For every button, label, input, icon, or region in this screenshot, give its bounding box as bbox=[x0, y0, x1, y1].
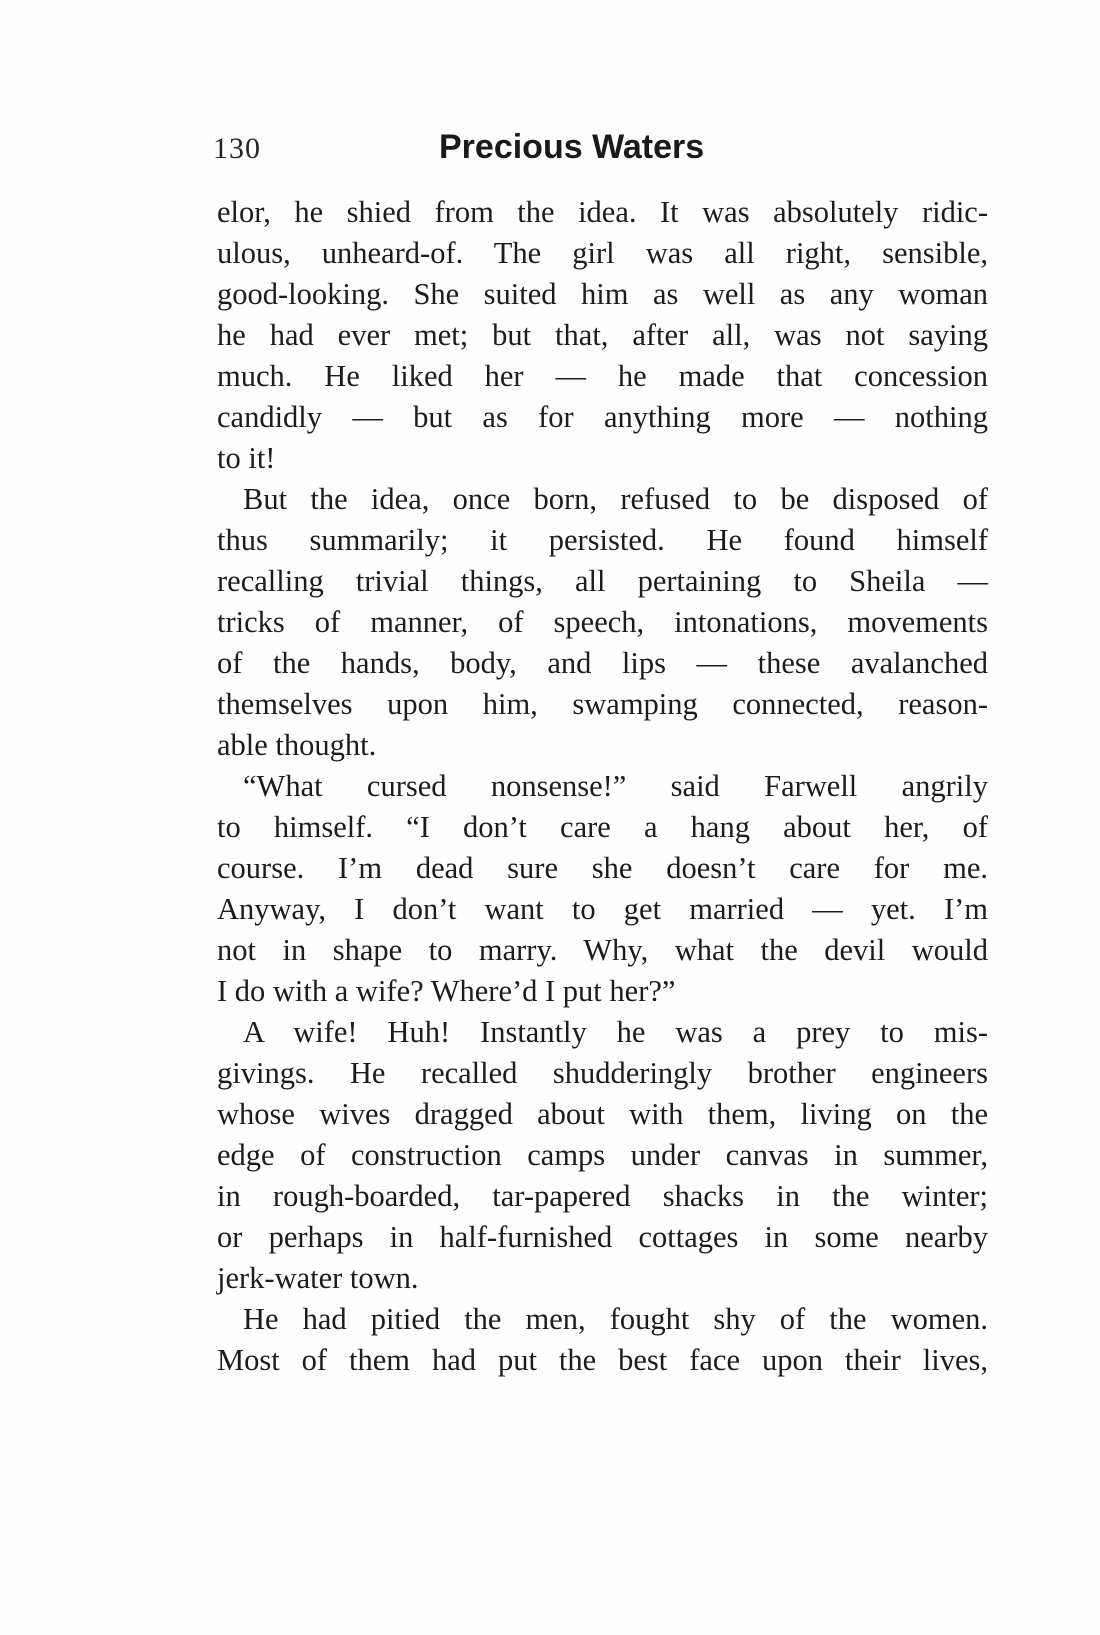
text-line: able thought. bbox=[217, 728, 377, 762]
running-title: Precious Waters bbox=[439, 128, 705, 166]
text-line: I do with a wife? Where’d I put her?” bbox=[217, 974, 676, 1008]
text-line: to it! bbox=[217, 441, 276, 475]
text-line: to himself. “I don’t care a hang about her, of bbox=[217, 810, 988, 844]
text-line: course. I’m dead sure she doesn’t care for me. bbox=[217, 851, 988, 885]
text-line: thus summarily; it persisted. He found himself bbox=[217, 523, 988, 557]
text-line: But the idea, once born, refused to be disposed of bbox=[243, 482, 988, 516]
text-line: Anyway, I don’t want to get married — yet. I’m bbox=[217, 892, 988, 926]
text-line: ulous, unheard-of. The girl was all right, sensible, bbox=[217, 236, 988, 270]
body-text bbox=[217, 192, 988, 1381]
text-line: whose wives dragged about with them, living on the bbox=[217, 1097, 988, 1131]
text-line: of the hands, body, and lips — these avalanched bbox=[217, 646, 988, 680]
text-line: Most of them had put the best face upon their lives, bbox=[217, 1343, 988, 1377]
text-line: elor, he shied from the idea. It was absolutely ridic- bbox=[217, 195, 988, 229]
text-line: candidly — but as for anything more — nothing bbox=[217, 400, 988, 434]
text-line: in rough-boarded, tar-papered shacks in the winter; bbox=[217, 1179, 988, 1213]
text-line: recalling trivial things, all pertaining to Sheila — bbox=[217, 564, 988, 598]
text-line: He had pitied the men, fought shy of the women. bbox=[243, 1302, 988, 1336]
text-line: much. He liked her — he made that concession bbox=[217, 359, 988, 393]
text-line: or perhaps in half-furnished cottages in some nearby bbox=[217, 1220, 988, 1254]
text-line: he had ever met; but that, after all, was not saying bbox=[217, 318, 988, 352]
text-line: A wife! Huh! Instantly he was a prey to mis- bbox=[243, 1015, 988, 1049]
page-header bbox=[213, 128, 973, 176]
page-number: 130 bbox=[213, 132, 261, 165]
text-line: themselves upon him, swamping connected, reason- bbox=[217, 687, 988, 721]
text-line: good-looking. She suited him as well as any woman bbox=[217, 277, 988, 311]
text-line: tricks of manner, of speech, intonations, movements bbox=[217, 605, 988, 639]
text-line: “What cursed nonsense!” said Farwell angrily bbox=[243, 769, 988, 803]
text-line: givings. He recalled shudderingly brother engineers bbox=[217, 1056, 988, 1090]
text-line: edge of construction camps under canvas in summer, bbox=[217, 1138, 988, 1172]
text-line: jerk-water town. bbox=[217, 1261, 419, 1295]
text-line: not in shape to marry. Why, what the devil would bbox=[217, 933, 988, 967]
